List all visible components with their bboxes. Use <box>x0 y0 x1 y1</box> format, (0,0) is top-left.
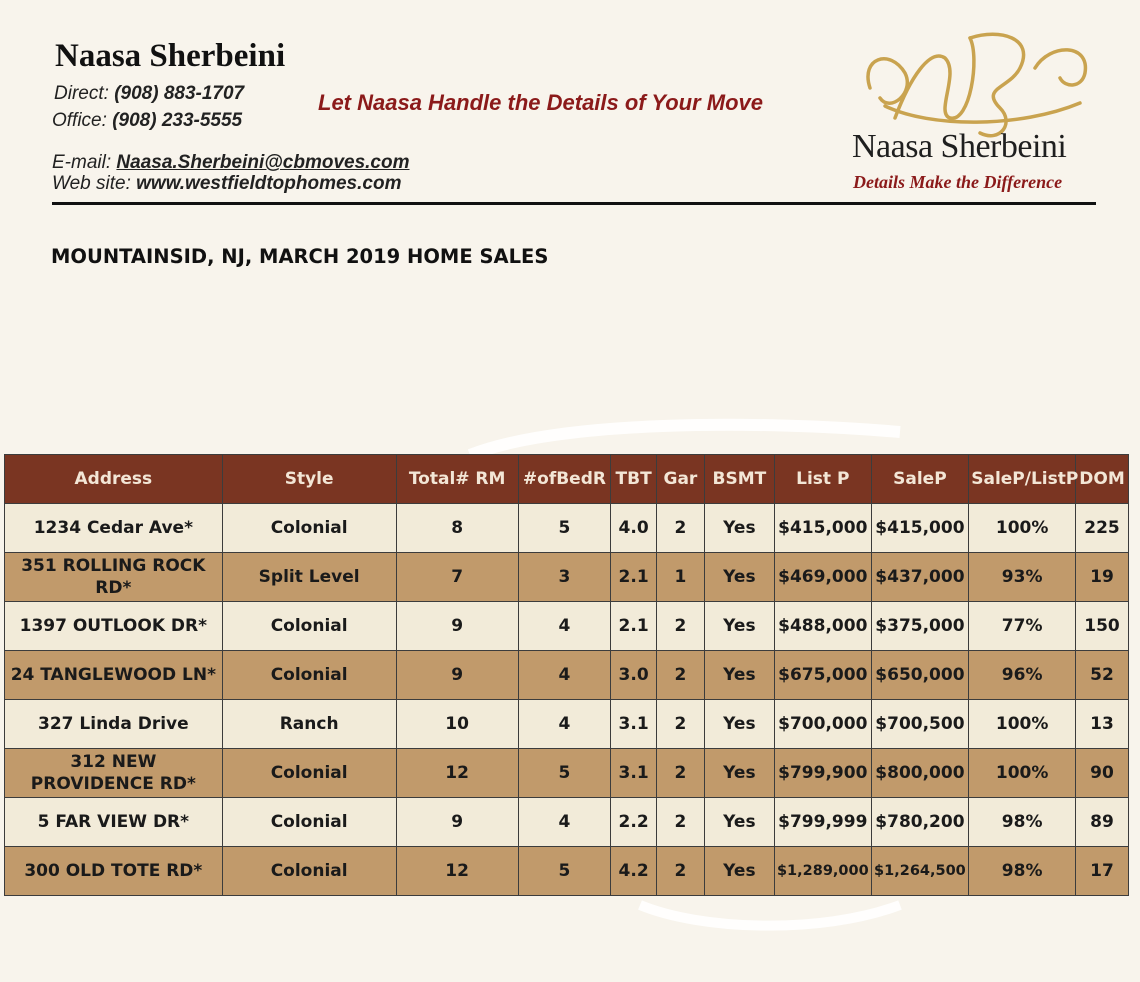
cell-sale-list-ratio: 98% <box>969 847 1076 896</box>
cell-baths: 3.0 <box>611 651 657 700</box>
cell-basement: Yes <box>704 847 774 896</box>
table-header-row <box>5 455 1129 504</box>
cell-bedrooms: 5 <box>518 749 611 798</box>
column-header-baths: TBT <box>611 455 657 504</box>
cell-sale-list-ratio: 100% <box>969 700 1076 749</box>
cell-total-rooms: 10 <box>396 700 518 749</box>
table-row <box>5 553 1129 602</box>
agent-name: Naasa Sherbeini <box>55 38 286 74</box>
cell-bedrooms: 5 <box>518 847 611 896</box>
email-line <box>52 152 410 174</box>
website-link[interactable]: www.westfieldtophomes.com <box>136 173 402 194</box>
cell-style: Colonial <box>222 602 396 651</box>
cell-dom: 19 <box>1076 553 1129 602</box>
tagline: Let Naasa Handle the Details of Your Move <box>318 90 764 115</box>
cell-sale-price: $437,000 <box>871 553 969 602</box>
column-header-sale-list-ratio: SaleP/ListP <box>969 455 1076 504</box>
cell-basement: Yes <box>704 798 774 847</box>
cell-basement: Yes <box>704 651 774 700</box>
cell-bedrooms: 4 <box>518 651 611 700</box>
direct-phone: (908) 883-1707 <box>114 83 245 104</box>
cell-list-price: $1,289,000 <box>774 847 871 896</box>
cell-baths: 2.1 <box>611 553 657 602</box>
cell-list-price: $415,000 <box>774 504 871 553</box>
cell-garage: 2 <box>657 700 705 749</box>
cell-total-rooms: 9 <box>396 798 518 847</box>
cell-sale-price: $800,000 <box>871 749 969 798</box>
cell-garage: 2 <box>657 602 705 651</box>
cell-sale-price: $1,264,500 <box>871 847 969 896</box>
cell-bedrooms: 4 <box>518 700 611 749</box>
cell-list-price: $488,000 <box>774 602 871 651</box>
cell-style: Ranch <box>222 700 396 749</box>
cell-dom: 90 <box>1076 749 1129 798</box>
logo-name: Naasa Sherbeini <box>852 128 1067 165</box>
column-header-sale-price: SaleP <box>871 455 969 504</box>
email-label: E-mail: <box>52 152 112 173</box>
cell-address: 1234 Cedar Ave* <box>5 504 223 553</box>
cell-list-price: $700,000 <box>774 700 871 749</box>
column-header-basement: BSMT <box>704 455 774 504</box>
cell-baths: 2.2 <box>611 798 657 847</box>
cell-baths: 2.1 <box>611 602 657 651</box>
cell-basement: Yes <box>704 602 774 651</box>
cell-address: 327 Linda Drive <box>5 700 223 749</box>
cell-style: Colonial <box>222 847 396 896</box>
cell-garage: 2 <box>657 798 705 847</box>
table-row <box>5 847 1129 896</box>
cell-dom: 89 <box>1076 798 1129 847</box>
cell-total-rooms: 12 <box>396 749 518 798</box>
table-row <box>5 602 1129 651</box>
column-header-garage: Gar <box>657 455 705 504</box>
cell-baths: 4.2 <box>611 847 657 896</box>
home-sales-table <box>4 454 1129 896</box>
cell-basement: Yes <box>704 749 774 798</box>
ns-monogram-logo <box>850 18 1100 198</box>
cell-list-price: $799,999 <box>774 798 871 847</box>
office-phone-line <box>52 110 242 132</box>
cell-style: Colonial <box>222 798 396 847</box>
cell-sale-list-ratio: 100% <box>969 749 1076 798</box>
table-row <box>5 651 1129 700</box>
cell-address: 312 NEW PROVIDENCE RD* <box>5 749 223 798</box>
header-divider <box>52 202 1096 205</box>
table-row <box>5 700 1129 749</box>
direct-phone-line <box>54 83 244 105</box>
cell-address: 1397 OUTLOOK DR* <box>5 602 223 651</box>
cell-sale-price: $700,500 <box>871 700 969 749</box>
cell-list-price: $799,900 <box>774 749 871 798</box>
cell-style: Colonial <box>222 749 396 798</box>
cell-total-rooms: 12 <box>396 847 518 896</box>
cell-basement: Yes <box>704 553 774 602</box>
website-line <box>52 173 401 195</box>
cell-list-price: $675,000 <box>774 651 871 700</box>
cell-address: 351 ROLLING ROCK RD* <box>5 553 223 602</box>
cell-bedrooms: 4 <box>518 798 611 847</box>
cell-dom: 52 <box>1076 651 1129 700</box>
website-label: Web site: <box>52 173 131 194</box>
cell-dom: 150 <box>1076 602 1129 651</box>
cell-sale-price: $415,000 <box>871 504 969 553</box>
column-header-address: Address <box>5 455 223 504</box>
cell-address: 24 TANGLEWOOD LN* <box>5 651 223 700</box>
cell-style: Colonial <box>222 651 396 700</box>
cell-baths: 3.1 <box>611 700 657 749</box>
cell-baths: 4.0 <box>611 504 657 553</box>
cell-sale-list-ratio: 93% <box>969 553 1076 602</box>
column-header-bedrooms: #ofBedR <box>518 455 611 504</box>
cell-style: Colonial <box>222 504 396 553</box>
cell-total-rooms: 9 <box>396 602 518 651</box>
cell-style: Split Level <box>222 553 396 602</box>
cell-basement: Yes <box>704 504 774 553</box>
cell-bedrooms: 3 <box>518 553 611 602</box>
cell-garage: 2 <box>657 651 705 700</box>
report-title: MOUNTAINSID, NJ, MARCH 2019 HOME SALES <box>51 245 549 268</box>
cell-garage: 2 <box>657 749 705 798</box>
cell-garage: 1 <box>657 553 705 602</box>
column-header-total-rooms: Total# RM <box>396 455 518 504</box>
cell-bedrooms: 4 <box>518 602 611 651</box>
cell-address: 300 OLD TOTE RD* <box>5 847 223 896</box>
table-row <box>5 749 1129 798</box>
cell-sale-list-ratio: 98% <box>969 798 1076 847</box>
cell-sale-price: $650,000 <box>871 651 969 700</box>
cell-address: 5 FAR VIEW DR* <box>5 798 223 847</box>
table-row <box>5 504 1129 553</box>
office-phone: (908) 233-5555 <box>112 110 243 131</box>
cell-sale-list-ratio: 96% <box>969 651 1076 700</box>
cell-dom: 13 <box>1076 700 1129 749</box>
direct-label: Direct: <box>54 83 109 104</box>
column-header-dom: DOM <box>1076 455 1129 504</box>
email-link[interactable]: Naasa.Sherbeini@cbmoves.com <box>116 152 410 173</box>
cell-sale-list-ratio: 100% <box>969 504 1076 553</box>
cell-dom: 225 <box>1076 504 1129 553</box>
cell-sale-price: $780,200 <box>871 798 969 847</box>
column-header-style: Style <box>222 455 396 504</box>
cell-sale-price: $375,000 <box>871 602 969 651</box>
office-label: Office: <box>52 110 107 131</box>
cell-baths: 3.1 <box>611 749 657 798</box>
cell-basement: Yes <box>704 700 774 749</box>
cell-sale-list-ratio: 77% <box>969 602 1076 651</box>
cell-total-rooms: 7 <box>396 553 518 602</box>
logo-slogan: Details Make the Difference <box>853 172 1063 192</box>
cell-list-price: $469,000 <box>774 553 871 602</box>
table-row <box>5 798 1129 847</box>
cell-total-rooms: 8 <box>396 504 518 553</box>
cell-garage: 2 <box>657 504 705 553</box>
cell-total-rooms: 9 <box>396 651 518 700</box>
column-header-list-price: List P <box>774 455 871 504</box>
cell-bedrooms: 5 <box>518 504 611 553</box>
cell-garage: 2 <box>657 847 705 896</box>
cell-dom: 17 <box>1076 847 1129 896</box>
